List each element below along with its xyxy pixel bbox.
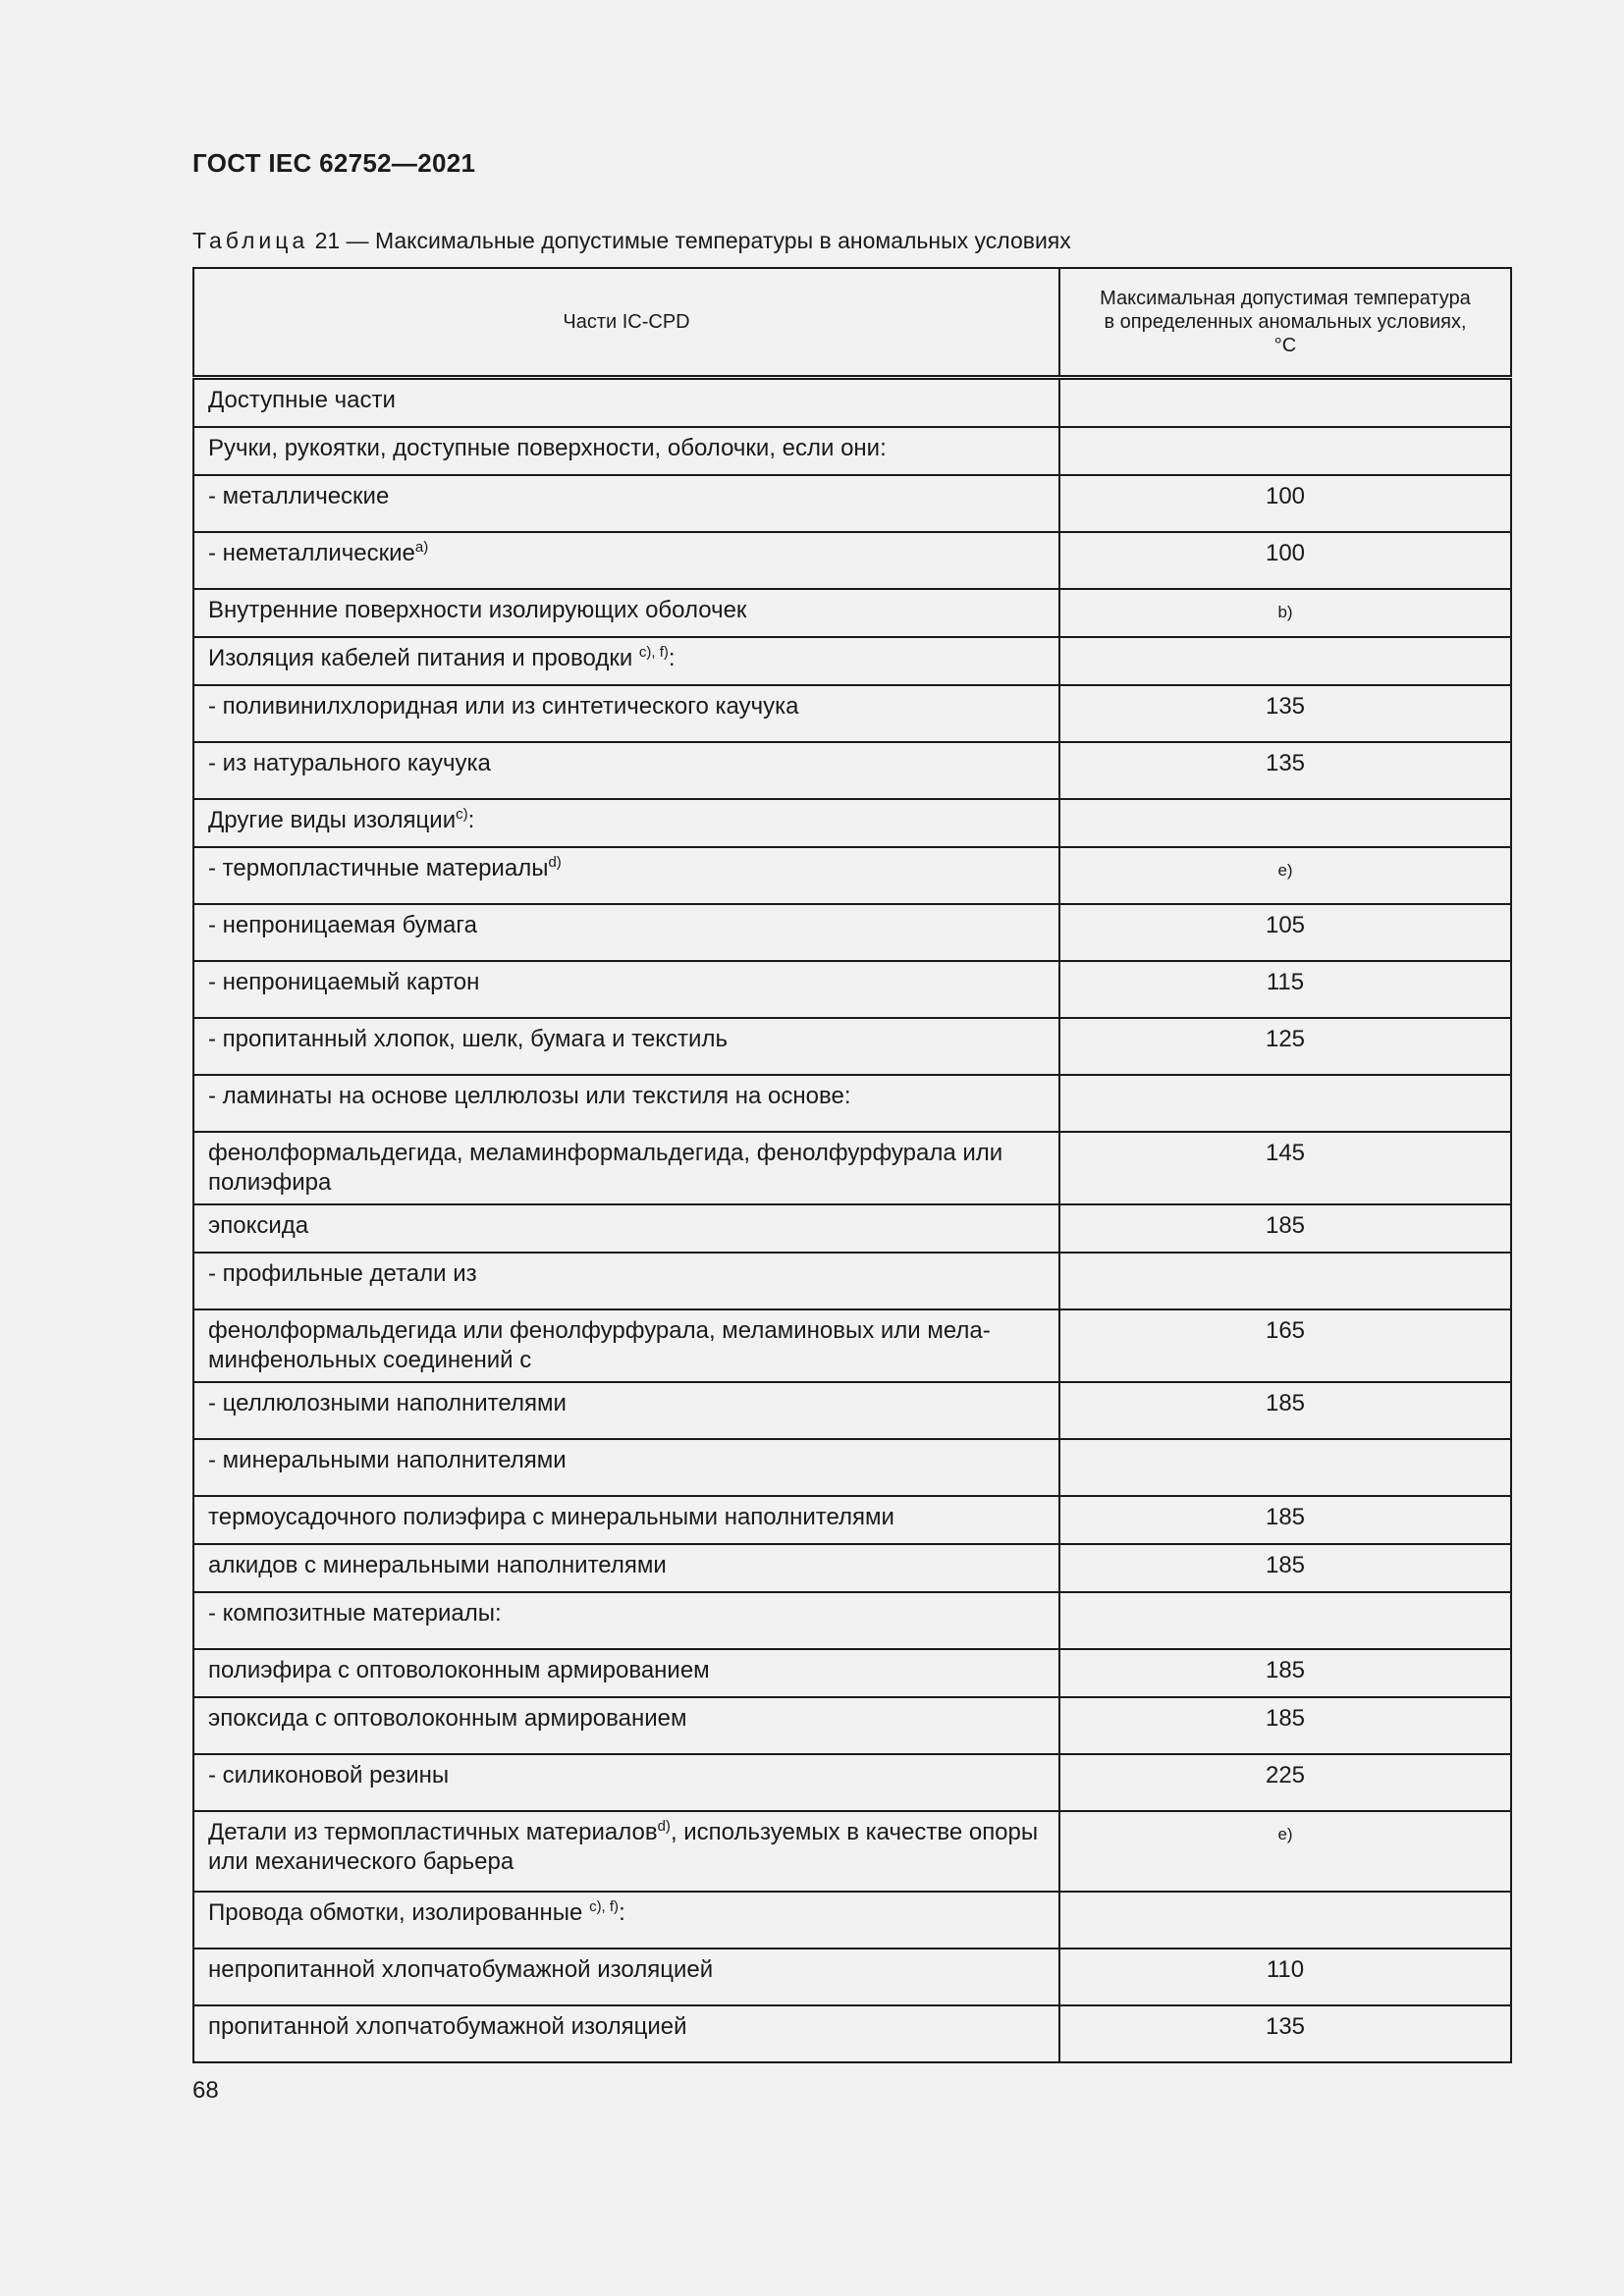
part-cell [193,1309,1059,1382]
part-text: эпоксида [208,1212,309,1239]
temperature-cell [1059,847,1511,904]
temperature-cell [1059,1204,1511,1253]
temperature-cell [1059,532,1511,589]
part-text: - неметаллические [208,540,415,566]
part-cell [193,1892,1059,1949]
part-text: - пропитанный хлопок, шелк, бумага и текстиль [208,1026,728,1052]
part-text: полиэфира с оптоволоконным армированием [208,1657,710,1683]
table-row [193,1075,1511,1132]
part-text: фенолформальдегида или фенолфурфурала, меламиновых или мела-минфенольных соединений с [208,1317,991,1373]
temperature-cell [1059,589,1511,637]
temperature-cell [1059,904,1511,961]
temperature-cell [1059,1649,1511,1697]
part-text: - металлические [208,483,390,509]
temperature-value: 185 [1265,1390,1306,1416]
temperature-value: 185 [1265,1212,1306,1239]
footnote-reference: d) [548,854,562,871]
part-cell [193,427,1059,475]
table-row [193,1132,1511,1204]
temperature-value: 100 [1265,483,1306,509]
part-text: термоусадочного полиэфира с минеральными наполнителями [208,1504,894,1530]
table-body [193,378,1511,2063]
part-cell [193,1649,1059,1697]
table-row [193,799,1511,847]
table-row [193,904,1511,961]
table-row [193,1204,1511,1253]
part-text: Провода обмотки, изолированные [208,1899,590,1926]
part-text: непропитанной хлопчатобумажной изоляцией [208,1956,714,1983]
part-cell [193,742,1059,799]
column-header-temperature-unit: °С [1273,335,1297,356]
part-cell [193,1496,1059,1544]
table-row [193,1253,1511,1309]
table-row [193,475,1511,532]
table-row [193,1382,1511,1439]
temperature-value: 110 [1266,1956,1305,1983]
table-caption [192,228,1071,254]
part-text: - минеральными наполнителями [208,1447,567,1473]
temperature-value: 185 [1265,1657,1306,1683]
temperature-value: 185 [1265,1705,1306,1732]
table-row [193,637,1511,685]
footnote-reference: c) [456,806,468,823]
part-cell [193,1754,1059,1811]
table-row [193,1309,1511,1382]
part-cell [193,637,1059,685]
part-cell [193,961,1059,1018]
part-cell [193,1018,1059,1075]
table-row [193,2005,1511,2062]
part-cell [193,1253,1059,1309]
part-text: фенолформальдегида, меламинформальдегида, фенолфурфурала или полиэфира [208,1140,1003,1196]
part-text: Другие виды изоляции [208,807,457,833]
table-caption-prefix: Таблица [192,228,309,253]
part-text: - поливинилхлоридная или из синтетического каучука [208,693,799,720]
temperature-cell [1059,1439,1511,1496]
part-text-tail: : [668,645,676,671]
temperature-cell [1059,1544,1511,1592]
part-cell [193,1204,1059,1253]
temperature-cell [1059,1949,1511,2005]
part-text: - из натурального каучука [208,750,491,776]
temperature-cell [1059,1075,1511,1132]
temperature-cell [1059,685,1511,742]
temperature-value: 100 [1265,540,1306,566]
temperature-cell [1059,1592,1511,1649]
temperature-cell [1059,378,1511,428]
table-caption-text: 21 — Максимальные допустимые температуры в аномальных условиях [308,228,1071,253]
part-cell [193,685,1059,742]
part-cell [193,847,1059,904]
table-row [193,1649,1511,1697]
part-text: Изоляция кабелей питания и проводки [208,645,639,671]
part-text: - ламинаты на основе целлюлозы или текстиля на основе: [208,1083,851,1109]
part-cell [193,532,1059,589]
part-cell [193,1949,1059,2005]
temperature-footnote: b) [1277,603,1293,621]
part-text: - силиконовой резины [208,1762,450,1789]
table-row [193,1018,1511,1075]
part-text: эпоксида с оптоволоконным армированием [208,1705,687,1732]
table-row [193,1754,1511,1811]
part-text: - термопластичные материалы [208,855,549,881]
temperature-cell [1059,1892,1511,1949]
temperature-cell [1059,1754,1511,1811]
temperature-value: 145 [1265,1140,1306,1166]
part-text: - профильные детали из [208,1260,477,1287]
table-row [193,1496,1511,1544]
temperature-footnote: e) [1277,1825,1293,1843]
part-cell [193,799,1059,847]
temperature-value: 185 [1265,1504,1306,1530]
footnote-reference: c), f) [638,644,669,661]
temperature-cell [1059,637,1511,685]
temperature-value: 125 [1265,1026,1306,1052]
part-cell [193,589,1059,637]
temperature-cell [1059,1253,1511,1309]
table-row [193,532,1511,589]
table-row [193,1544,1511,1592]
temperature-cell [1059,427,1511,475]
part-text: Ручки, рукоятки, доступные поверхности, оболочки, если они: [208,435,887,461]
temperature-cell [1059,1697,1511,1754]
footnote-reference: d) [657,1818,671,1835]
temperature-value: 115 [1266,969,1305,995]
part-text: - целлюлозными наполнителями [208,1390,567,1416]
footnote-reference: a) [414,539,429,556]
part-cell [193,1811,1059,1892]
table-row [193,1439,1511,1496]
temperature-cell [1059,1132,1511,1204]
part-text-tail: , используемых в качестве опоры или механического барьера [208,1819,1039,1875]
temperature-cell [1059,799,1511,847]
temperature-table [192,267,1512,2063]
table-row [193,1697,1511,1754]
temperature-value: 105 [1265,912,1306,938]
part-cell [193,1592,1059,1649]
table-row [193,427,1511,475]
table-header-row [193,268,1511,378]
temperature-cell [1059,1309,1511,1382]
temperature-value: 165 [1265,1317,1306,1344]
temperature-value: 135 [1265,693,1306,720]
temperature-cell [1059,475,1511,532]
column-header-temperature [1059,268,1511,378]
column-header-temperature-line1: Максимальная допустимая температура [1100,288,1471,309]
part-cell [193,1544,1059,1592]
table-row [193,1949,1511,2005]
table-row [193,378,1511,428]
table-row [193,589,1511,637]
table-row [193,847,1511,904]
page-number: 68 [192,2077,219,2104]
temperature-cell [1059,2005,1511,2062]
temperature-cell [1059,1496,1511,1544]
temperature-value: 135 [1265,750,1306,776]
part-text: - композитные материалы: [208,1600,502,1627]
part-text: пропитанной хлопчатобумажной изоляцией [208,2013,687,2040]
table-row [193,742,1511,799]
part-text: - непроницаемая бумага [208,912,477,938]
temperature-cell [1059,742,1511,799]
part-text: - непроницаемый картон [208,969,480,995]
part-cell [193,1439,1059,1496]
column-header-parts: Части IC-CPD [193,268,1059,378]
part-text-tail: : [619,1899,625,1926]
column-header-temperature-line2: в определенных аномальных условиях, [1104,311,1467,333]
footnote-reference: c), f) [589,1898,620,1915]
table-row [193,1892,1511,1949]
temperature-cell [1059,1811,1511,1892]
temperature-value: 185 [1265,1552,1306,1578]
part-cell [193,475,1059,532]
temperature-cell [1059,1018,1511,1075]
part-text: алкидов с минеральными наполнителями [208,1552,667,1578]
table-row [193,961,1511,1018]
table-row [193,685,1511,742]
part-text: Доступные части [208,387,396,413]
part-cell [193,2005,1059,2062]
part-cell [193,1697,1059,1754]
part-text-tail: : [467,807,475,833]
temperature-value: 135 [1265,2013,1306,2040]
temperature-footnote: e) [1277,861,1293,880]
part-cell [193,904,1059,961]
part-cell [193,1075,1059,1132]
part-cell [193,378,1059,428]
part-text: Внутренние поверхности изолирующих оболочек [208,597,747,623]
table-row [193,1592,1511,1649]
temperature-cell [1059,961,1511,1018]
part-text: Детали из термопластичных материалов [208,1819,658,1845]
temperature-value: 225 [1265,1762,1306,1789]
temperature-cell [1059,1382,1511,1439]
part-cell [193,1132,1059,1204]
part-cell [193,1382,1059,1439]
table-row [193,1811,1511,1892]
document-standard-header: ГОСТ IEC 62752—2021 [192,148,476,178]
